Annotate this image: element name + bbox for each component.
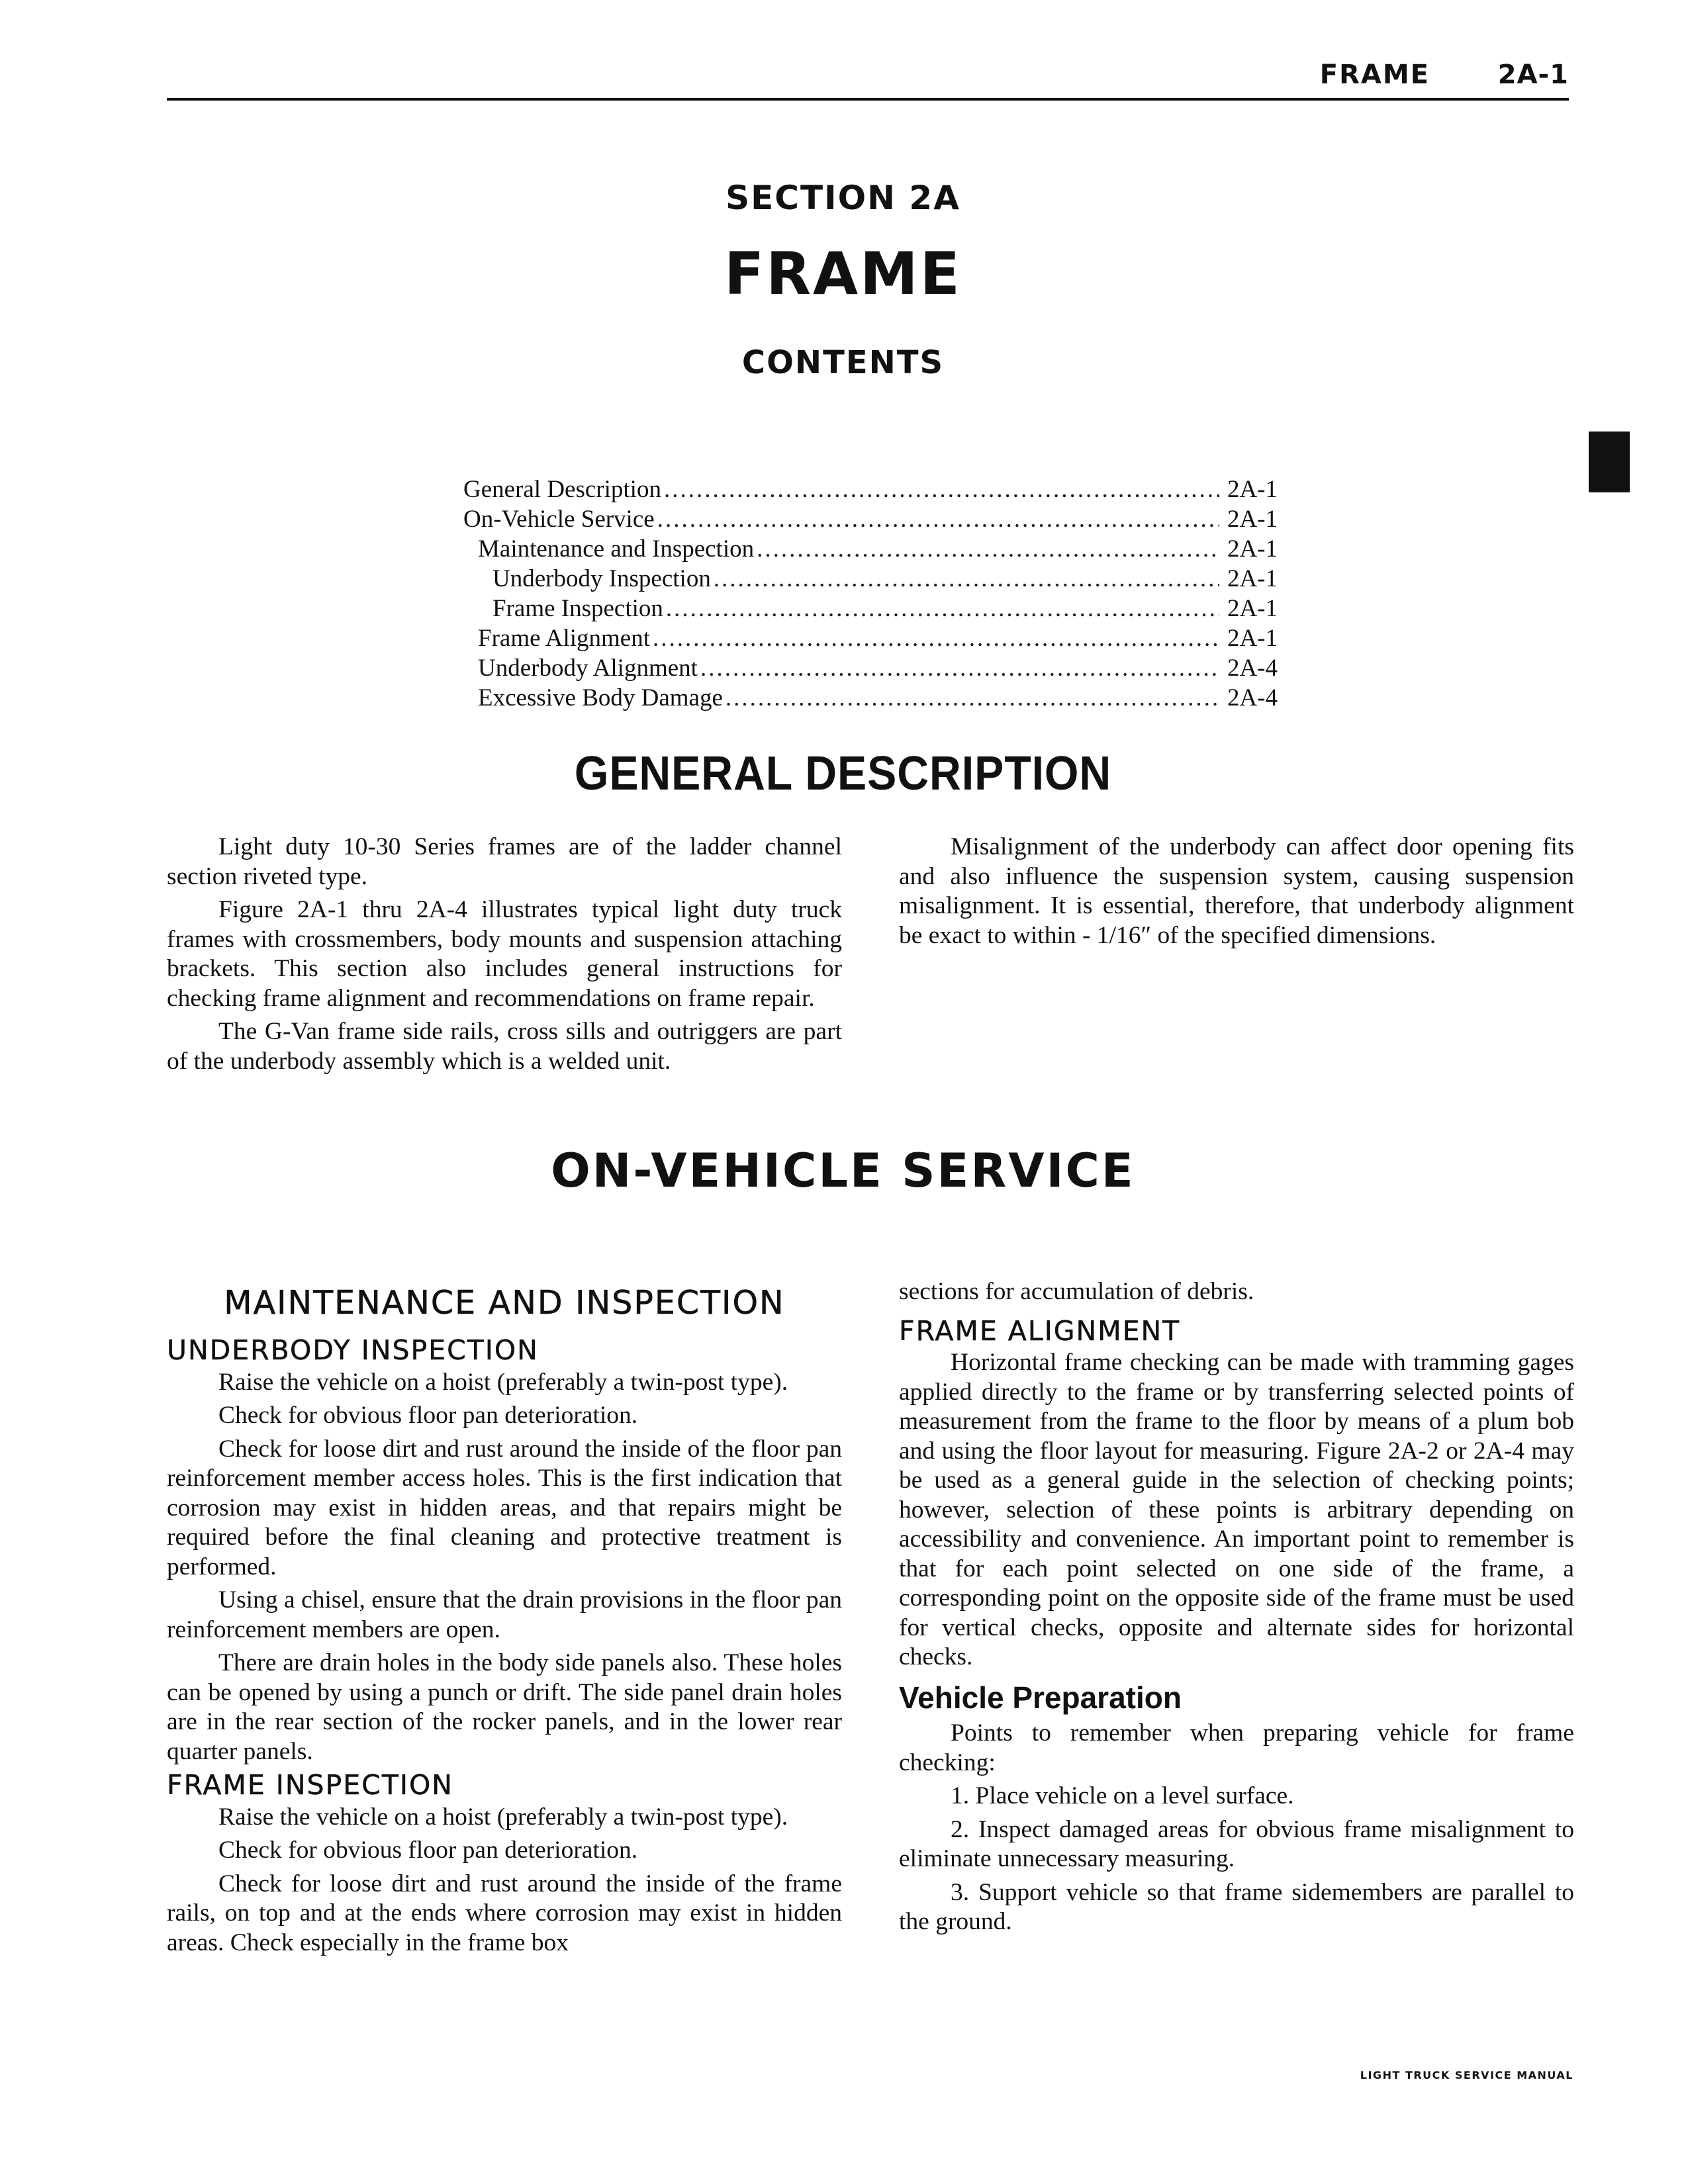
toc-entry-page: 2A-4 (1227, 655, 1278, 682)
paragraph: Raise the vehicle on a hoist (preferably a twin-post type). (218, 1368, 788, 1396)
paragraph: There are drain holes in the body side panels also. These holes can be opened by using a punch or drift. The side panel drain holes are in the rear section of the rocker panels, and in the lower rear quarter panels. (167, 1649, 842, 1765)
toc-leader-dots (666, 594, 1219, 623)
toc-entry-label: Underbody Alignment (478, 655, 698, 682)
toc-entry[interactable] (463, 594, 1278, 624)
toc-entry-label: Frame Alignment (478, 625, 650, 652)
running-header (167, 58, 1569, 101)
underbody-inspection-heading: UNDERBODY INSPECTION (167, 1334, 539, 1366)
section-title: FRAME (724, 240, 962, 308)
paragraph: Check for loose dirt and rust around the inside of the floor pan reinforcement member access holes. This is the first indication that corrosion may exist in hidden areas, and that repairs might be required before the final cleaning and protective treatment is performed. (167, 1435, 842, 1580)
maintenance-inspection-heading: MAINTENANCE AND INSPECTION (224, 1284, 785, 1322)
toc-entry[interactable] (463, 654, 1278, 684)
on-vehicle-left-column (167, 1332, 842, 1962)
contents-title: CONTENTS (741, 344, 945, 381)
paragraph: Horizontal frame checking can be made with tramming gages applied directly to the frame or by transferring selected points of measurement from the frame to the floor by means of a plum bob and using the floor layout for measuring. Figure 2A-2 or 2A-4 may be used as a general guide in the selection of checking points; however, selection of these points is arbitrary depending on accessibility and convenience. An important point to remember is that for each point selected on one side of the frame, a corresponding point on the opposite side of the frame must be used for vertical checks, opposite and alternate sides for horizontal checks. (899, 1349, 1574, 1670)
toc-entry-label: General Description (463, 476, 661, 503)
frame-alignment-heading: FRAME ALIGNMENT (899, 1314, 1181, 1347)
toc-entry-label: Maintenance and Inspection (478, 535, 755, 563)
footer-manual-title: LIGHT TRUCK SERVICE MANUAL (1360, 2069, 1573, 2081)
general-description-right-column (899, 833, 1574, 954)
toc-entry-page: 2A-1 (1227, 506, 1278, 533)
toc-leader-dots (653, 624, 1219, 653)
toc-entry-page: 2A-1 (1227, 595, 1278, 622)
list-item: 3. Support vehicle so that frame sidemembers are parallel to the ground. (899, 1878, 1574, 1935)
toc-leader-dots (664, 475, 1219, 504)
toc-entry[interactable] (463, 535, 1278, 565)
paragraph: Using a chisel, ensure that the drain provisions in the floor pan reinforcement members are open. (167, 1586, 842, 1643)
general-description-heading: GENERAL DESCRIPTION (574, 747, 1112, 800)
toc-entry-label: Excessive Body Damage (478, 684, 723, 711)
toc-entry[interactable] (463, 505, 1278, 535)
general-description-left-column (167, 833, 842, 1080)
running-header-page-number: 2A-1 (1497, 60, 1569, 90)
running-header-title: FRAME (1319, 60, 1430, 90)
on-vehicle-right-column (899, 1277, 1574, 1941)
paragraph: The G-Van frame side rails, cross sills and outriggers are part of the underbody assembly which is a welded unit. (167, 1018, 842, 1075)
on-vehicle-service-heading: ON-VEHICLE SERVICE (551, 1144, 1135, 1198)
toc-leader-dots (700, 654, 1219, 682)
toc-entry-page: 2A-1 (1227, 535, 1278, 563)
toc-entry-page: 2A-4 (1227, 684, 1278, 711)
paragraph: Check for obvious floor pan deterioration. (218, 1837, 638, 1864)
list-item: 2. Inspect damaged areas for obvious frame misalignment to eliminate unnecessary measuring. (899, 1815, 1574, 1872)
paragraph: Check for loose dirt and rust around the inside of the frame rails, on top and at the ends where corrosion may exist in hidden areas. Check especially in the frame box (167, 1870, 842, 1956)
paragraph-continuation: sections for accumulation of debris. (899, 1278, 1254, 1305)
toc-entry-label: On-Vehicle Service (463, 506, 655, 533)
toc-entry-label: Underbody Inspection (492, 565, 711, 592)
frame-inspection-heading: FRAME INSPECTION (167, 1769, 453, 1801)
toc-leader-dots (714, 565, 1219, 593)
paragraph: Light duty 10-30 Series frames are of the ladder channel section riveted type. (167, 833, 842, 890)
toc-entry[interactable] (463, 624, 1278, 654)
paragraph: Raise the vehicle on a hoist (preferably a twin-post type). (218, 1803, 788, 1831)
toc-leader-dots (757, 535, 1219, 563)
toc-entry-page: 2A-1 (1227, 476, 1278, 503)
paragraph: Check for obvious floor pan deterioration. (218, 1402, 638, 1429)
section-label: SECTION 2A (726, 179, 960, 217)
toc-leader-dots (657, 505, 1219, 533)
toc-entry-label: Frame Inspection (492, 595, 663, 622)
table-of-contents (463, 475, 1278, 713)
list-item: 1. Place vehicle on a level surface. (951, 1782, 1294, 1809)
paragraph: Points to remember when preparing vehicle for frame checking: (899, 1719, 1574, 1776)
paragraph: Misalignment of the underbody can affect door opening fits and also influence the suspension system, causing suspension misalignment. It is essential, therefore, that underbody alignment be exact to within - 1/16″ of the specified dimensions. (899, 833, 1574, 949)
vehicle-preparation-heading: Vehicle Preparation (899, 1680, 1182, 1715)
toc-leader-dots (726, 684, 1219, 712)
toc-entry-page: 2A-1 (1227, 625, 1278, 652)
toc-entry-page: 2A-1 (1227, 565, 1278, 592)
paragraph: Figure 2A-1 thru 2A-4 illustrates typical light duty truck frames with crossmembers, body mounts and suspension attaching brackets. This section also includes general instructions for checking frame alignment and recommendations on frame repair. (167, 896, 842, 1012)
toc-entry[interactable] (463, 475, 1278, 505)
section-thumb-tab (1589, 432, 1630, 492)
toc-entry[interactable] (463, 565, 1278, 594)
toc-entry[interactable] (463, 684, 1278, 713)
